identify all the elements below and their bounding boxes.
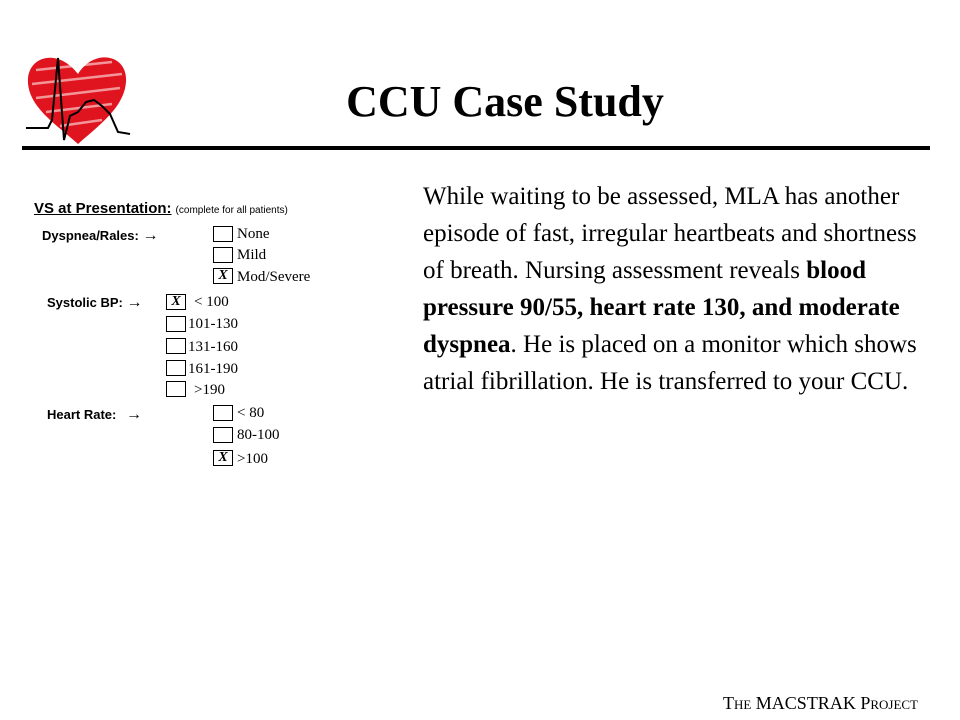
systolic-label	[47, 294, 142, 312]
bp-101-130-label: 101-130	[188, 316, 238, 332]
vs-header	[34, 200, 288, 218]
heart-ecg-logo	[22, 48, 134, 148]
dyspnea-none-label: None	[237, 226, 270, 242]
arrow-icon: →	[142, 227, 159, 244]
hr-80-100-checkbox[interactable]	[213, 427, 233, 443]
dyspnea-label	[42, 227, 158, 245]
heart-rate-label-text: Heart Rate:	[47, 407, 117, 422]
footer-credit: The MACSTRAK Project	[722, 693, 918, 713]
dyspnea-severe-label: Mod/Severe	[237, 269, 311, 285]
dyspnea-mild-label: Mild	[237, 247, 267, 263]
bp-101-130-checkbox[interactable]	[166, 316, 186, 332]
hr-80-100-label: 80-100	[237, 427, 280, 443]
dyspnea-mild-checkbox[interactable]	[213, 247, 233, 263]
hr-gt100-label: >100	[237, 451, 268, 467]
bp-161-190-checkbox[interactable]	[166, 360, 186, 376]
heart-rate-label	[47, 406, 142, 424]
bp-lt100-checkbox[interactable]: X	[166, 294, 186, 310]
bp-131-160-checkbox[interactable]	[166, 338, 186, 354]
systolic-label-text: Systolic BP:	[47, 295, 123, 310]
slide-title: CCU Case Study	[346, 77, 664, 126]
bp-gt190-checkbox[interactable]	[166, 381, 186, 397]
dyspnea-label-text: Dyspnea/Rales:	[42, 228, 139, 243]
hr-gt100-checkbox[interactable]: X	[213, 450, 233, 466]
title-divider	[22, 146, 930, 150]
heart-ecg-icon	[22, 48, 134, 148]
arrow-icon: →	[126, 294, 143, 311]
bp-161-190-label: 161-190	[188, 361, 238, 377]
bp-131-160-label: 131-160	[188, 339, 238, 355]
dyspnea-severe-checkbox[interactable]: X	[213, 268, 233, 284]
dyspnea-none-checkbox[interactable]	[213, 226, 233, 242]
arrow-icon: →	[125, 406, 142, 423]
case-narrative	[423, 178, 933, 400]
hr-lt80-checkbox[interactable]	[213, 405, 233, 421]
hr-lt80-label: < 80	[237, 405, 265, 421]
bp-lt100-label: < 100	[194, 294, 229, 310]
bp-gt190-label: >190	[194, 382, 225, 398]
vs-header-note: (complete for all patients)	[175, 205, 288, 216]
narrative-bold-vitals: blood pressure 90/55, heart rate 130, and moderate dyspnea	[423, 257, 900, 358]
narrative-part1: While waiting to be assessed, MLA has another episode of fast, irregular heartbeats and shortness of breath. Nursing assessment reveals	[423, 183, 917, 284]
vs-header-title: VS at Presentation:	[34, 200, 172, 217]
narrative-part2: . He is placed on a monitor which shows atrial fibrillation. He is transferred to your CCU.	[423, 331, 917, 395]
